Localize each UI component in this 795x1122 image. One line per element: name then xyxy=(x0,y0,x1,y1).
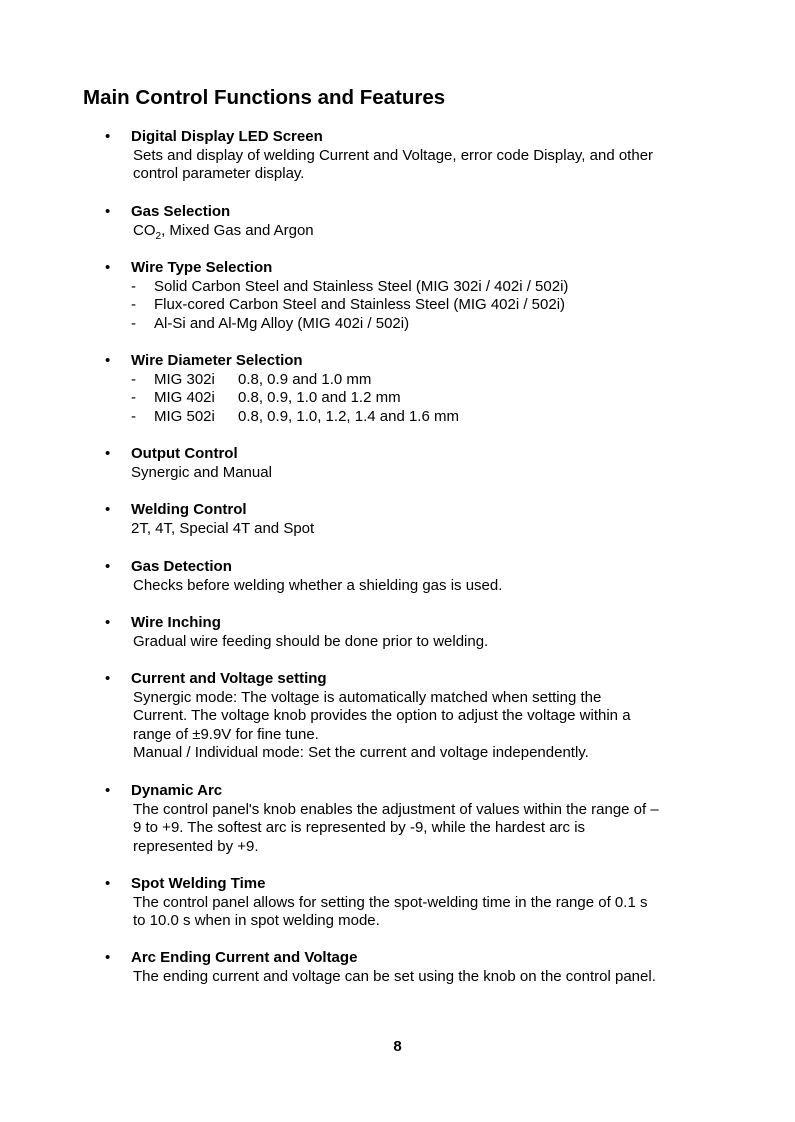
section-desc-line xyxy=(133,222,705,247)
bullet-icon: • xyxy=(105,128,111,145)
section-desc-line: 2T, 4T, Special 4T and Spot xyxy=(131,519,315,537)
section-desc-line: Sets and display of welding Current and Voltage, error code Display, and other xyxy=(133,146,654,164)
section-current-voltage xyxy=(105,670,705,763)
model-name: MIG 502i xyxy=(154,407,215,425)
section-title: Digital Display LED Screen xyxy=(131,128,323,145)
page-number: 8 xyxy=(393,1038,402,1055)
bullet-icon: • xyxy=(105,949,111,966)
bullet-icon: • xyxy=(105,501,111,518)
bullet-icon: • xyxy=(105,782,111,799)
list-item: - Flux-cored Carbon Steel and Stainless Steel (MIG 402i / 502i) xyxy=(131,296,566,313)
section-title: Current and Voltage setting xyxy=(131,670,327,687)
section-desc-line: Gradual wire feeding should be done prior to welding. xyxy=(133,632,489,650)
section-desc-line: Manual / Individual mode: Set the current and voltage independently. xyxy=(133,744,589,761)
list-item: - MIG 402i 0.8, 0.9, 1.0 and 1.2 mm xyxy=(131,389,401,406)
section-gas-selection xyxy=(105,203,705,246)
section-wire-diameter xyxy=(105,352,705,426)
bullet-icon: • xyxy=(105,670,111,687)
section-title: Welding Control xyxy=(131,501,247,518)
section-title: Wire Diameter Selection xyxy=(131,352,303,369)
model-name: MIG 302i xyxy=(154,370,215,388)
section-title: Dynamic Arc xyxy=(131,782,223,799)
section-desc-line: 9 to +9. The softest arc is represented by -9, while the hardest arc is xyxy=(133,819,586,836)
model-name: MIG 402i xyxy=(154,389,215,406)
section-desc-line: represented by +9. xyxy=(133,837,259,855)
bullet-icon: • xyxy=(105,875,111,892)
wire-sizes: 0.8, 0.9, 1.0, 1.2, 1.4 and 1.6 mm xyxy=(238,407,459,425)
section-title: Wire Type Selection xyxy=(131,259,273,276)
section-output-control xyxy=(105,445,705,482)
section-desc-line: Checks before welding whether a shielding gas is used. xyxy=(133,576,503,594)
section-desc-line: Synergic mode: The voltage is automatically matched when setting the xyxy=(133,688,602,706)
section-desc-line: to 10.0 s when in spot welding mode. xyxy=(133,912,380,929)
co2-text: CO xyxy=(133,221,156,239)
bullet-icon: • xyxy=(105,445,111,462)
section-welding-control xyxy=(105,501,705,538)
section-title: Gas Detection xyxy=(131,558,232,575)
section-title: Spot Welding Time xyxy=(131,875,266,892)
list-item: - Solid Carbon Steel and Stainless Steel (MIG 302i / 402i / 502i) xyxy=(131,277,569,295)
bullet-icon: • xyxy=(105,352,111,369)
wire-sizes: 0.8, 0.9 and 1.0 mm xyxy=(238,370,372,388)
section-spot-welding-time xyxy=(105,875,705,931)
page-title: Main Control Functions and Features xyxy=(83,86,446,109)
co2-subscript: 2 xyxy=(155,230,162,242)
wire-sizes: 0.8, 0.9, 1.0 and 1.2 mm xyxy=(238,389,401,406)
section-gas-detection xyxy=(105,558,705,595)
section-title: Arc Ending Current and Voltage xyxy=(131,949,358,966)
bullet-icon: • xyxy=(105,203,111,220)
section-wire-inching xyxy=(105,614,705,651)
bullet-icon: • xyxy=(105,558,111,575)
section-desc-line: control parameter display. xyxy=(133,165,305,182)
section-desc-line: Current. The voltage knob provides the option to adjust the voltage within a xyxy=(133,707,631,724)
section-desc-line: The control panel's knob enables the adjustment of values within the range of – xyxy=(133,800,659,818)
bullet-icon: • xyxy=(105,259,111,276)
section-desc-line: range of ±9.9V for fine tune. xyxy=(133,725,319,743)
section-desc-line: The control panel allows for setting the spot-welding time in the range of 0.1 s xyxy=(133,893,648,911)
list-item: - MIG 302i 0.8, 0.9 and 1.0 mm xyxy=(131,370,372,388)
gas-list-text: , Mixed Gas and Argon xyxy=(161,221,314,239)
bullet-icon: • xyxy=(105,614,111,631)
section-desc-line: The ending current and voltage can be set using the knob on the control panel. xyxy=(133,967,656,985)
section-title: Gas Selection xyxy=(131,203,231,220)
section-arc-ending xyxy=(105,949,705,986)
section-desc-line: Synergic and Manual xyxy=(131,463,272,481)
list-item: - Al-Si and Al-Mg Alloy (MIG 402i / 502i) xyxy=(131,314,410,332)
list-item: - MIG 502i 0.8, 0.9, 1.0, 1.2, 1.4 and 1.6 mm xyxy=(131,407,459,425)
section-title: Output Control xyxy=(131,445,238,462)
section-dynamic-arc xyxy=(105,782,705,856)
section-digital-display xyxy=(105,128,705,184)
section-wire-type xyxy=(105,259,705,333)
section-title: Wire Inching xyxy=(131,614,221,631)
